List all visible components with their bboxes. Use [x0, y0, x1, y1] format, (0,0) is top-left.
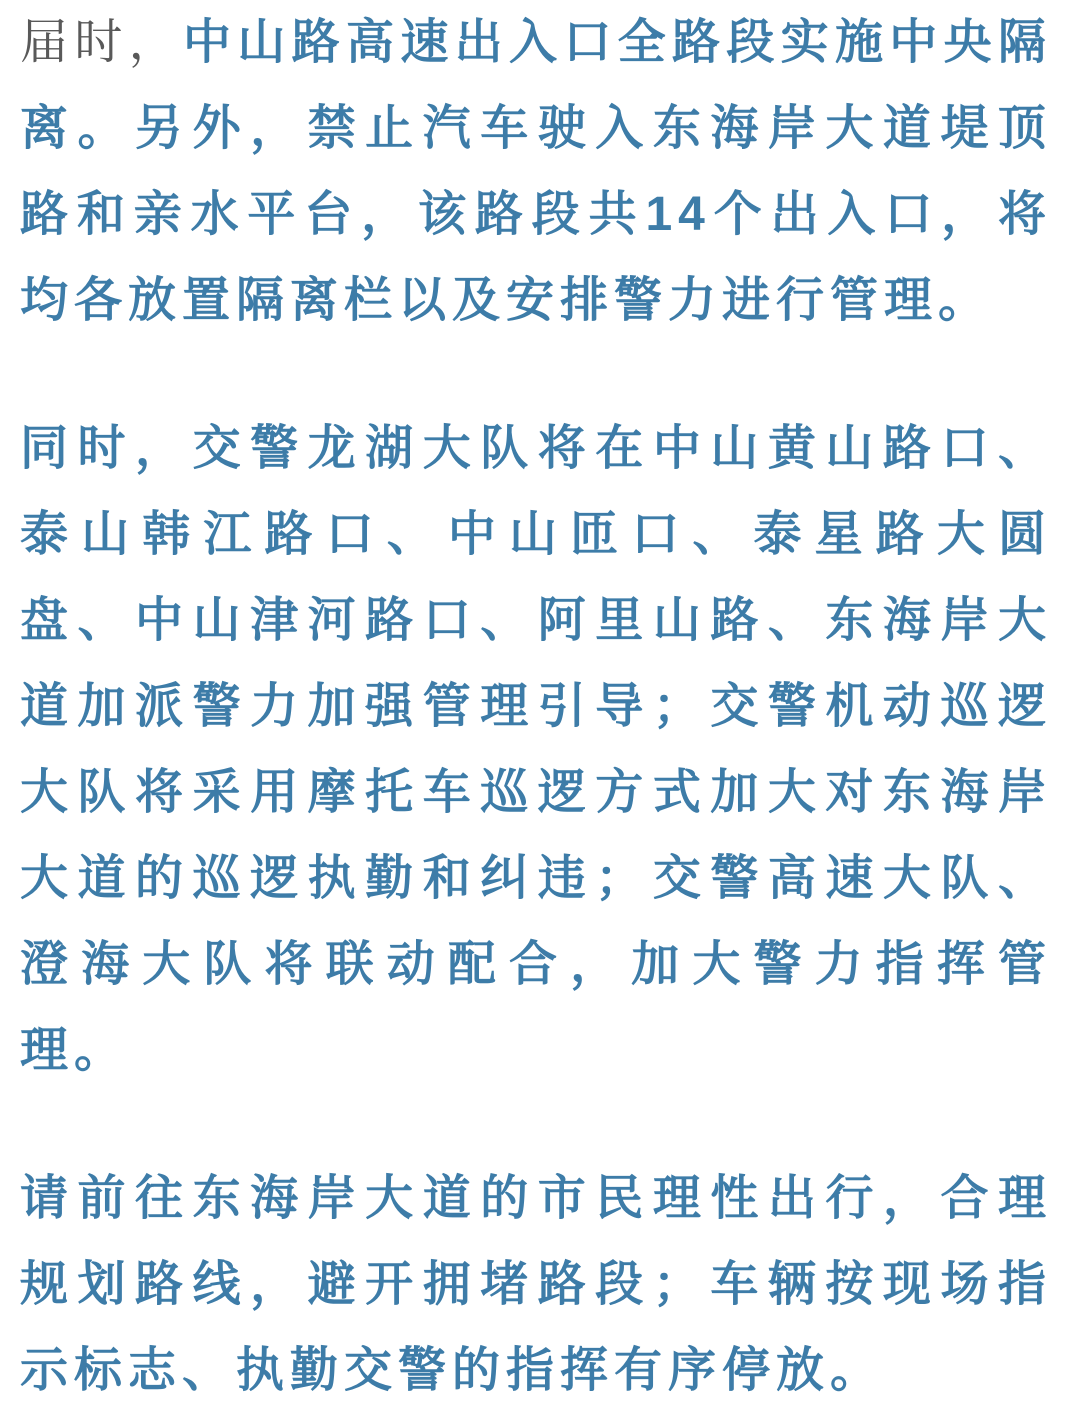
text-line [20, 578, 1052, 664]
text-line [20, 406, 1052, 492]
highlight-text-segment: 示标志、执勤交警的指挥有序停放。 [20, 1344, 885, 1397]
highlight-text-segment: 理。 [20, 1024, 129, 1077]
highlight-text-segment: 泰山韩江路口、中山匝口、泰星路大圆 [20, 508, 1052, 561]
text-line [20, 836, 1052, 922]
text-line [20, 172, 1052, 258]
text-line [20, 1008, 1052, 1094]
highlight-text-segment: 澄海大队将联动配合，加大警力指挥管 [20, 938, 1052, 991]
muted-text-segment: 届时， [20, 16, 183, 69]
text-line [20, 664, 1052, 750]
highlight-text-segment: 道加派警力加强管理引导；交警机动巡逻 [20, 680, 1052, 733]
highlight-text-segment: 请前往东海岸大道的市民理性出行，合理 [20, 1172, 1052, 1225]
highlight-text-segment: 规划路线，避开拥堵路段；车辆按现场指 [20, 1258, 1052, 1311]
text-line [20, 86, 1052, 172]
highlight-text-segment: 离。另外，禁止汽车驶入东海岸大道堤顶 [20, 102, 1052, 155]
highlight-text-segment: 大队将采用摩托车巡逻方式加大对东海岸 [20, 766, 1052, 819]
highlight-text-segment: 大道的巡逻执勤和纠违；交警高速大队、 [20, 852, 1052, 905]
highlight-text-segment: 均各放置隔离栏以及安排警力进行管理。 [20, 274, 993, 327]
highlight-text-segment: 路和亲水平台，该路段共14个出入口，将 [20, 188, 1052, 241]
text-line [20, 492, 1052, 578]
text-line [20, 1242, 1052, 1328]
paragraph-police-deployment [20, 406, 1052, 1094]
highlight-text-segment: 盘、中山津河路口、阿里山路、东海岸大 [20, 594, 1052, 647]
paragraph-travel-advice [20, 1156, 1052, 1414]
highlight-text-segment: 中山路高速出入口全路段实施中央隔 [183, 16, 1052, 69]
text-line [20, 922, 1052, 1008]
paragraph-closure-measures [20, 0, 1052, 344]
text-line [20, 1328, 1052, 1414]
text-line [20, 750, 1052, 836]
text-line [20, 0, 1052, 86]
highlight-text-segment: 同时，交警龙湖大队将在中山黄山路口、 [20, 422, 1052, 475]
text-line [20, 258, 1052, 344]
text-line [20, 1156, 1052, 1242]
